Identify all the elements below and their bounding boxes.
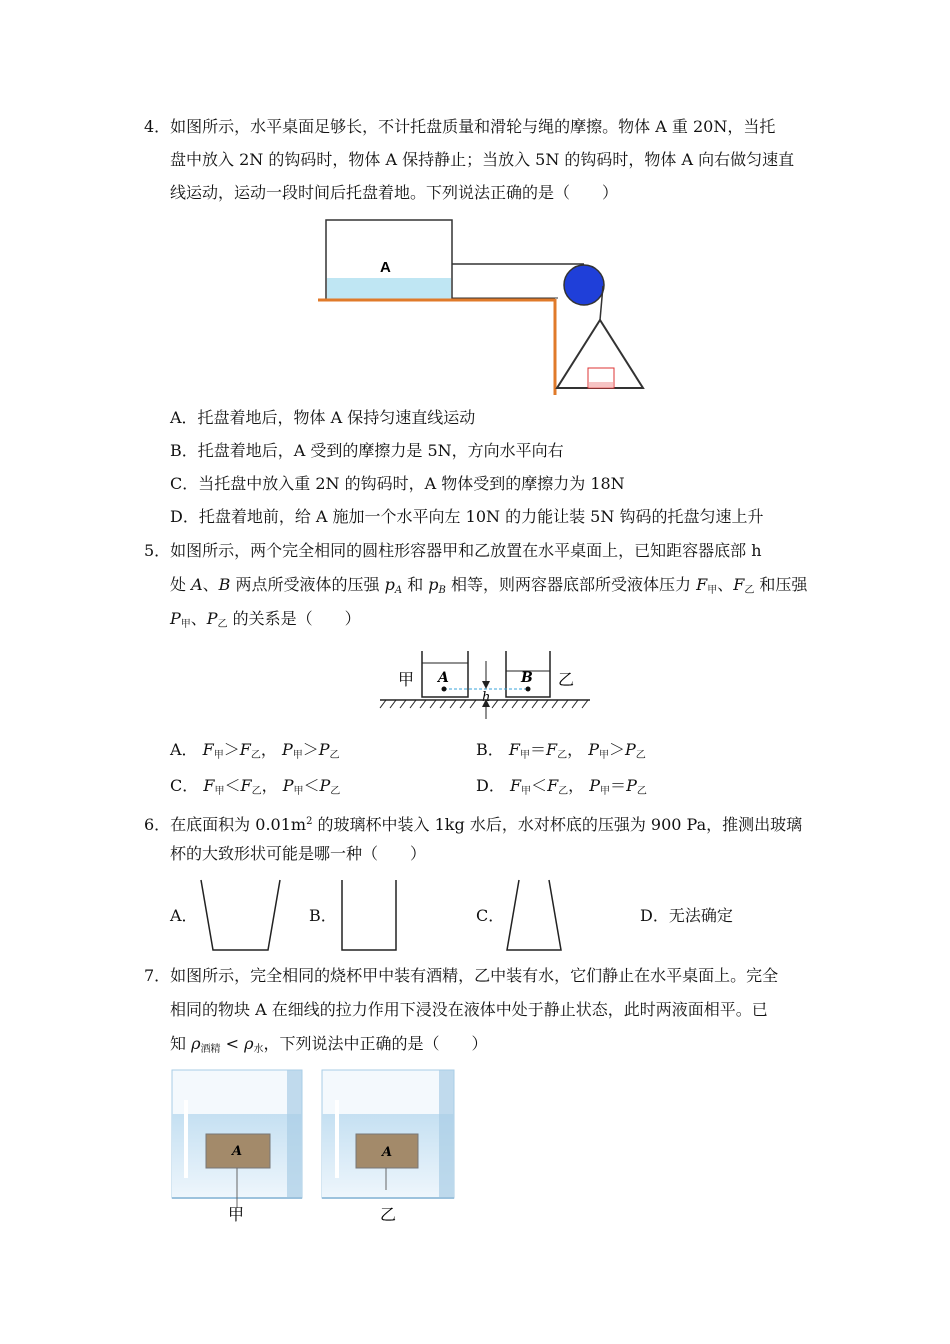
q4-figure <box>300 210 660 405</box>
beaker-yi <box>322 1070 454 1198</box>
q7-line-2: 相同的物块 A 在细线的拉力作用下浸没在液体中处于静止状态，此时两液面相平。已 <box>170 1000 768 1019</box>
q5-option-b: B． $F_甲=F_乙$， $P_甲>P_乙$ <box>476 740 646 761</box>
cup-shape-a <box>198 878 283 953</box>
q5-figure <box>378 645 593 725</box>
beaker-yi-label: 乙 <box>380 1205 397 1224</box>
q4-option-b: B．托盘着地后，A 受到的摩擦力是 5N，方向水平向右 <box>170 441 564 460</box>
q4-option-c: C．当托盘中放入重 2N 的钩码时，A 物体受到的摩擦力为 18N <box>170 474 625 493</box>
block-a-yi-label: A <box>382 1145 393 1160</box>
block-a-tint <box>327 278 451 299</box>
q6-line-1: 6．在底面积为 $0.01m^2$ 的玻璃杯中装入 1kg 水后，水对杯底的压强为 900 Pa，推测出玻璃 <box>144 815 803 834</box>
q6-line-2: 杯的大致形状可能是哪一种（ ） <box>170 844 427 863</box>
pulley <box>564 265 604 305</box>
q4-option-d: D．托盘着地前，给 A 施加一个水平向左 10N 的力能让装 5N 钩码的托盘匀速上升 <box>170 507 764 526</box>
block-a-jia-label: A <box>232 1144 243 1159</box>
q6-option-a: A． <box>170 906 198 925</box>
q5-line-1: 5．如图所示，两个完全相同的圆柱形容器甲和乙放置在水平桌面上，已知距容器底部 h <box>144 541 762 560</box>
h-label: h <box>482 690 491 705</box>
q4-line-1: 4．如图所示，水平桌面足够长，不计托盘质量和滑轮与绳的摩擦。物体 A 重 20N，当托 <box>144 117 776 136</box>
q5-option-a: A． $F_甲>F_乙$， $P_甲>P_乙$ <box>170 740 340 761</box>
q7-figure <box>170 1068 460 1228</box>
cup-shape-b <box>340 878 400 953</box>
q4-line-3: 线运动，运动一段时间后托盘着地。下列说法正确的是（ ） <box>170 183 619 202</box>
q6-option-d: D．无法确定 <box>640 906 733 925</box>
q5-line-2: 处 A、B 两点所受液体的压强 $p_A$ 和 $p_B$ 相等，则两容器底部所受液体压力 $F_甲$、$F_乙$ 和压强 <box>170 575 808 596</box>
q7-line-3: 知 $\rho_{酒精} < \rho_水$，下列说法中正确的是（ ） <box>170 1034 488 1055</box>
container-yi-label: 乙 <box>558 670 575 689</box>
q4-option-a: A．托盘着地后，物体 A 保持匀速直线运动 <box>170 408 476 427</box>
hook-weight-tint <box>589 382 613 387</box>
block-a-label: A <box>380 259 391 276</box>
point-b-label: B <box>521 670 533 686</box>
q7-line-1: 7．如图所示，完全相同的烧杯甲中装有酒精，乙中装有水，它们静止在水平桌面上。完全 <box>144 966 779 985</box>
point-a-label: A <box>438 670 449 686</box>
q4-line-2: 盘中放入 2N 的钩码时，物体 A 保持静止；当放入 5N 的钩码时，物体 A 向右做匀速直 <box>170 150 795 169</box>
container-jia-label: 甲 <box>398 670 415 689</box>
beaker-jia-label: 甲 <box>228 1205 245 1224</box>
point-b <box>526 687 531 692</box>
q6-option-c: C． <box>476 906 505 925</box>
q5-option-d: D． $F_甲<F_乙$， $P_甲=P_乙$ <box>476 776 647 797</box>
q6-option-b: B． <box>309 906 337 925</box>
beaker-jia <box>172 1070 302 1208</box>
q5-line-3: $P_甲$、$P_乙$ 的关系是（ ） <box>170 609 361 630</box>
q5-option-c: C． $F_甲<F_乙$， $P_甲<P_乙$ <box>170 776 341 797</box>
h-arrowhead-top <box>482 681 490 689</box>
point-a <box>442 687 447 692</box>
cup-shape-c <box>504 878 564 953</box>
